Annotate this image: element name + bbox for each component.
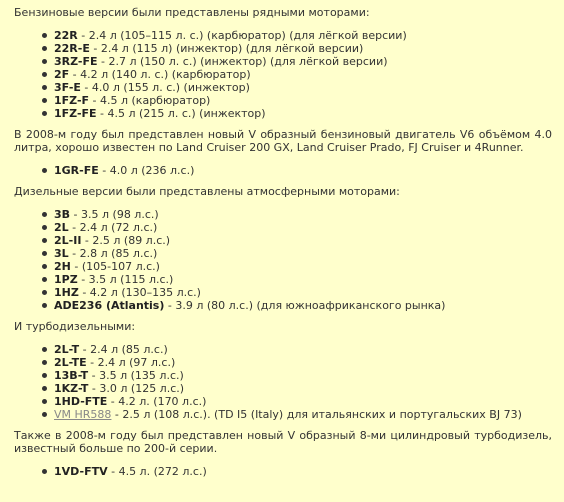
bullet-icon xyxy=(42,98,47,103)
bullet-icon xyxy=(42,238,47,243)
list-item xyxy=(40,369,552,382)
list-item xyxy=(40,286,552,299)
list-item xyxy=(40,356,552,369)
bullet-icon xyxy=(42,111,47,116)
engine-model: 2L-T xyxy=(54,343,80,356)
v8-engine-list xyxy=(14,465,552,478)
petrol-engine-list xyxy=(14,29,552,120)
bullet-icon xyxy=(42,373,47,378)
engine-model: 1HD-FTE xyxy=(54,395,108,408)
bullet-icon xyxy=(42,46,47,51)
turbo-engine-list xyxy=(14,343,552,421)
bullet-icon xyxy=(42,386,47,391)
engine-spec: - 2.4 л (105–115 л. с.) (карбюратор) (для лёгкой версии) xyxy=(77,29,407,42)
bullet-icon xyxy=(42,212,47,217)
list-item xyxy=(40,29,552,42)
list-item xyxy=(40,55,552,68)
list-item xyxy=(40,42,552,55)
bullet-icon xyxy=(42,168,47,173)
engine-model: 22R-E xyxy=(54,42,90,55)
engine-model: 2F xyxy=(54,68,70,81)
list-item xyxy=(40,107,552,120)
bullet-icon xyxy=(42,225,47,230)
engine-spec: - 2.5 л (89 л.с.) xyxy=(81,234,171,247)
bullet-icon xyxy=(42,85,47,90)
v6-paragraph: В 2008-м году был представлен новый V образный бензиновый двигатель V6 объёмом 4.0 литра, хорошо известен по Land Cruiser 200 GX, Land Cruiser Prado, FJ Cruiser и 4Runner. xyxy=(14,128,552,154)
engine-model: 1HZ xyxy=(54,286,79,299)
list-item xyxy=(40,343,552,356)
list-item xyxy=(40,247,552,260)
bullet-icon xyxy=(42,347,47,352)
list-item xyxy=(40,395,552,408)
engine-model: 2L-TE xyxy=(54,356,87,369)
engine-spec: - 3.9 л (80 л.с.) (для южноафриканского рынка) xyxy=(164,299,446,312)
list-item xyxy=(40,234,552,247)
engine-spec: - (105-107 л.с.) xyxy=(70,260,160,273)
engine-model: 1VD-FTV xyxy=(54,465,108,478)
bullet-icon xyxy=(42,264,47,269)
engine-model: 3L xyxy=(54,247,69,260)
engine-spec: - 4.5 л (215 л. с.) (инжектор) xyxy=(96,107,266,120)
bullet-icon xyxy=(42,303,47,308)
engine-spec: - 3.5 л (135 л.с.) xyxy=(88,369,184,382)
engine-model: 3F-E xyxy=(54,81,81,94)
list-item xyxy=(40,299,552,312)
list-item xyxy=(40,208,552,221)
bullet-icon xyxy=(42,59,47,64)
list-item xyxy=(40,273,552,286)
diesel-engine-list xyxy=(14,208,552,312)
list-item xyxy=(40,68,552,81)
engine-spec: - 2.4 л (72 л.с.) xyxy=(68,221,158,234)
engine-spec: - 4.2 л. (170 л.с.) xyxy=(107,395,207,408)
list-item xyxy=(40,382,552,395)
engine-spec: - 2.4 л (115 л) (инжектор) (для лёгкой версии) xyxy=(89,42,364,55)
engine-model: 1FZ-FE xyxy=(54,107,97,120)
engine-model: 1GR-FE xyxy=(54,164,99,177)
bullet-icon xyxy=(42,251,47,256)
engine-model: 1KZ-T xyxy=(54,382,89,395)
engine-model: 3B xyxy=(54,208,71,221)
engine-spec: - 4.0 л (236 л.с.) xyxy=(98,164,195,177)
bullet-icon xyxy=(42,277,47,282)
list-item xyxy=(40,260,552,273)
engine-spec: - 4.2 л (140 л. с.) (карбюратор) xyxy=(69,68,251,81)
bullet-icon xyxy=(42,72,47,77)
engine-model: 2H xyxy=(54,260,71,273)
engine-spec: - 4.5 л (карбюратор) xyxy=(89,94,211,107)
v6-engine-list xyxy=(14,164,552,177)
engine-model: 1FZ-F xyxy=(54,94,90,107)
engine-link[interactable]: VM HR588 xyxy=(54,408,112,421)
bullet-icon xyxy=(42,290,47,295)
diesel-intro: Дизельные версии были представлены атмосферными моторами: xyxy=(14,185,400,198)
engine-model: 2L xyxy=(54,221,69,234)
engine-model: 13B-T xyxy=(54,369,89,382)
petrol-intro: Бензиновые версии были представлены рядными моторами: xyxy=(14,6,370,19)
engine-spec: - 3.0 л (125 л.с.) xyxy=(88,382,185,395)
engine-spec: - 2.8 л (85 л.с.) xyxy=(68,247,158,260)
list-item xyxy=(40,94,552,107)
engine-spec: - 4.5 л. (272 л.с.) xyxy=(107,465,207,478)
engine-model: 22R xyxy=(54,29,78,42)
engine-spec: - 2.4 л (85 л.с.) xyxy=(79,343,168,356)
engine-spec: - 4.0 л (155 л. с.) (инжектор) xyxy=(80,81,250,94)
list-item xyxy=(40,408,552,421)
engine-model: ADE236 (Atlantis) xyxy=(54,299,165,312)
engine-model: 2L-II xyxy=(54,234,82,247)
engine-model: 1PZ xyxy=(54,273,78,286)
bullet-icon xyxy=(42,469,47,474)
engine-spec: - 2.4 л (97 л.с.) xyxy=(86,356,176,369)
engine-spec: - 2.5 л (108 л.с.). (TD I5 (Italy) для итальянских и португальских BJ 73) xyxy=(111,408,522,421)
bullet-icon xyxy=(42,360,47,365)
list-item xyxy=(40,81,552,94)
v8-paragraph: Также в 2008-м году был представлен новый V образный 8-ми цилиндровый турбодизель, известный больше по 200-й серии. xyxy=(14,429,552,455)
engine-spec: - 4.2 л (130–135 л.с.) xyxy=(78,286,201,299)
engine-spec: - 3.5 л (98 л.с.) xyxy=(70,208,159,221)
bullet-icon xyxy=(42,412,47,417)
bullet-icon xyxy=(42,33,47,38)
engine-spec: - 3.5 л (115 л.с.) xyxy=(77,273,174,286)
engine-model: 3RZ-FE xyxy=(54,55,98,68)
list-item xyxy=(40,221,552,234)
list-item xyxy=(40,465,552,478)
bullet-icon xyxy=(42,399,47,404)
engine-spec: - 2.7 л (150 л. с.) (инжектор) (для лёгкой версии) xyxy=(97,55,388,68)
turbo-intro: И турбодизельными: xyxy=(14,320,136,333)
list-item xyxy=(40,164,552,177)
